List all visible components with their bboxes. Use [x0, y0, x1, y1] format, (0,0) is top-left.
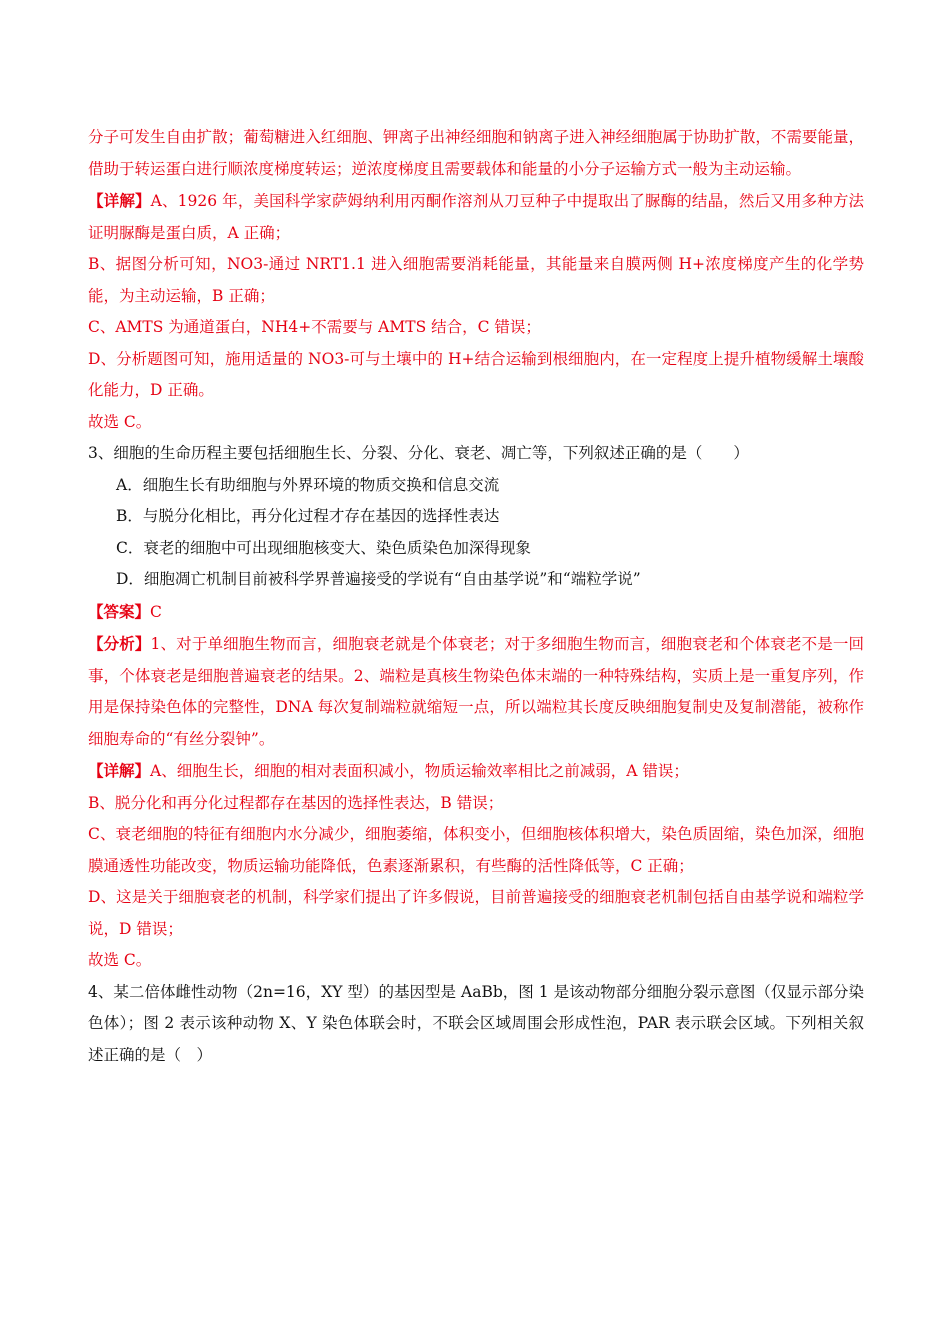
question-3-detail-d: D、这是关于细胞衰老的机制，科学家们提出了许多假说，目前普遍接受的细胞衰老机制包括自由基学说和端粒学说，D 错误； — [88, 888, 864, 938]
answer-tag: 【答案】 — [88, 601, 151, 621]
question-3-analysis — [88, 628, 864, 755]
detail-text: A、细胞生长，细胞的相对表面积减小，物质运输效率相比之前减弱，A 错误； — [150, 762, 689, 780]
detail-paragraph-b: B、据图分析可知，NO3-通过 NRT1.1 进入细胞需要消耗能量，其能量来自膜两侧 H+浓度梯度产生的化学势能，为主动运输，B 正确； — [88, 255, 864, 305]
analysis-tag: 【分析】 — [88, 634, 151, 653]
question-3-detail-b: B、脱分化和再分化过程都存在基因的选择性表达，B 错误； — [88, 793, 504, 812]
detail-paragraph-a — [88, 185, 864, 249]
detail-paragraph-d: D、分析题图可知，施用适量的 NO3-可与土壤中的 H+结合运输到根细胞内，在一定程度上提升植物缓解土壤酸化能力，D 正确。 — [88, 349, 864, 399]
answer-value: C — [150, 602, 162, 621]
question-3-stem: 3、细胞的生命历程主要包括细胞生长、分裂、分化、衰老、凋亡等，下列叙述正确的是（ ） — [88, 444, 749, 462]
question-3-detail-c: C、衰老细胞的特征有细胞内水分减少，细胞萎缩，体积变小，但细胞核体积增大，染色质固缩，染色加深，细胞膜通透性功能改变，物质运输功能降低，色素逐渐累积，有些酶的活性降低等，C 正确； — [88, 825, 864, 875]
explanation-continuation: 分子可发生自由扩散；葡萄糖进入红细胞、钾离子出神经细胞和钠离子进入神经细胞属于协助扩散，不需要能量，借助于转运蛋白进行顺浓度梯度转运；逆浓度梯度且需要载体和能量的小分子运输方式一般为主动运输。 — [88, 128, 864, 178]
question-3-option-d: D．细胞凋亡机制目前被科学界普遍接受的学说有“自由基学说”和“端粒学说” — [116, 570, 641, 588]
question-3-answer — [88, 596, 864, 629]
question-4-stem: 4、某二倍体雌性动物（2n=16，XY 型）的基因型是 AaBb，图 1 是该动物部分细胞分裂示意图（仅显示部分染色体）；图 2 表示该种动物 X、Y 染色体联会时，不联会区域周围会形成性泡，PAR 表示联会区域。下列相关叙述正确的是（ ） — [88, 982, 864, 1064]
document-page — [88, 122, 864, 1071]
detail-paragraph-c: C、AMTS 为通道蛋白，NH4+不需要与 AMTS 结合，C 错误； — [88, 318, 541, 336]
question-3-conclusion: 故选 C。 — [88, 951, 152, 969]
question-3-option-a: A．细胞生长有助细胞与外界环境的物质交换和信息交流 — [116, 475, 500, 494]
detail-text: A、1926 年，美国科学家萨姆纳利用丙酮作溶剂从刀豆种子中提取出了脲酶的结晶，然后又用多种方法证明脲酶是蛋白质，A 正确； — [88, 192, 864, 242]
question-3-option-c: C．衰老的细胞中可出现细胞核变大、染色质染色加深得现象 — [116, 538, 531, 557]
question-3-detail-a — [88, 755, 864, 788]
detail-tag: 【详解】 — [88, 191, 151, 210]
detail-tag: 【详解】 — [88, 761, 151, 780]
conclusion-text: 故选 C。 — [88, 412, 152, 431]
analysis-text: 1、对于单细胞生物而言，细胞衰老就是个体衰老；对于多细胞生物而言，细胞衰老和个体衰老不是一回事，个体衰老是细胞普遍衰老的结果。2、端粒是真核生物染色体末端的一种特殊结构，实质上是一重复序列，作用是保持染色体的完整性，DNA 每次复制端粒就缩短一点，所以端粒其长度反映细胞复制史及复制潜能，被称作细胞寿命的“有丝分裂钟”。 — [88, 635, 864, 748]
question-3-option-b: B．与脱分化相比，再分化过程才存在基因的选择性表达 — [116, 507, 500, 525]
